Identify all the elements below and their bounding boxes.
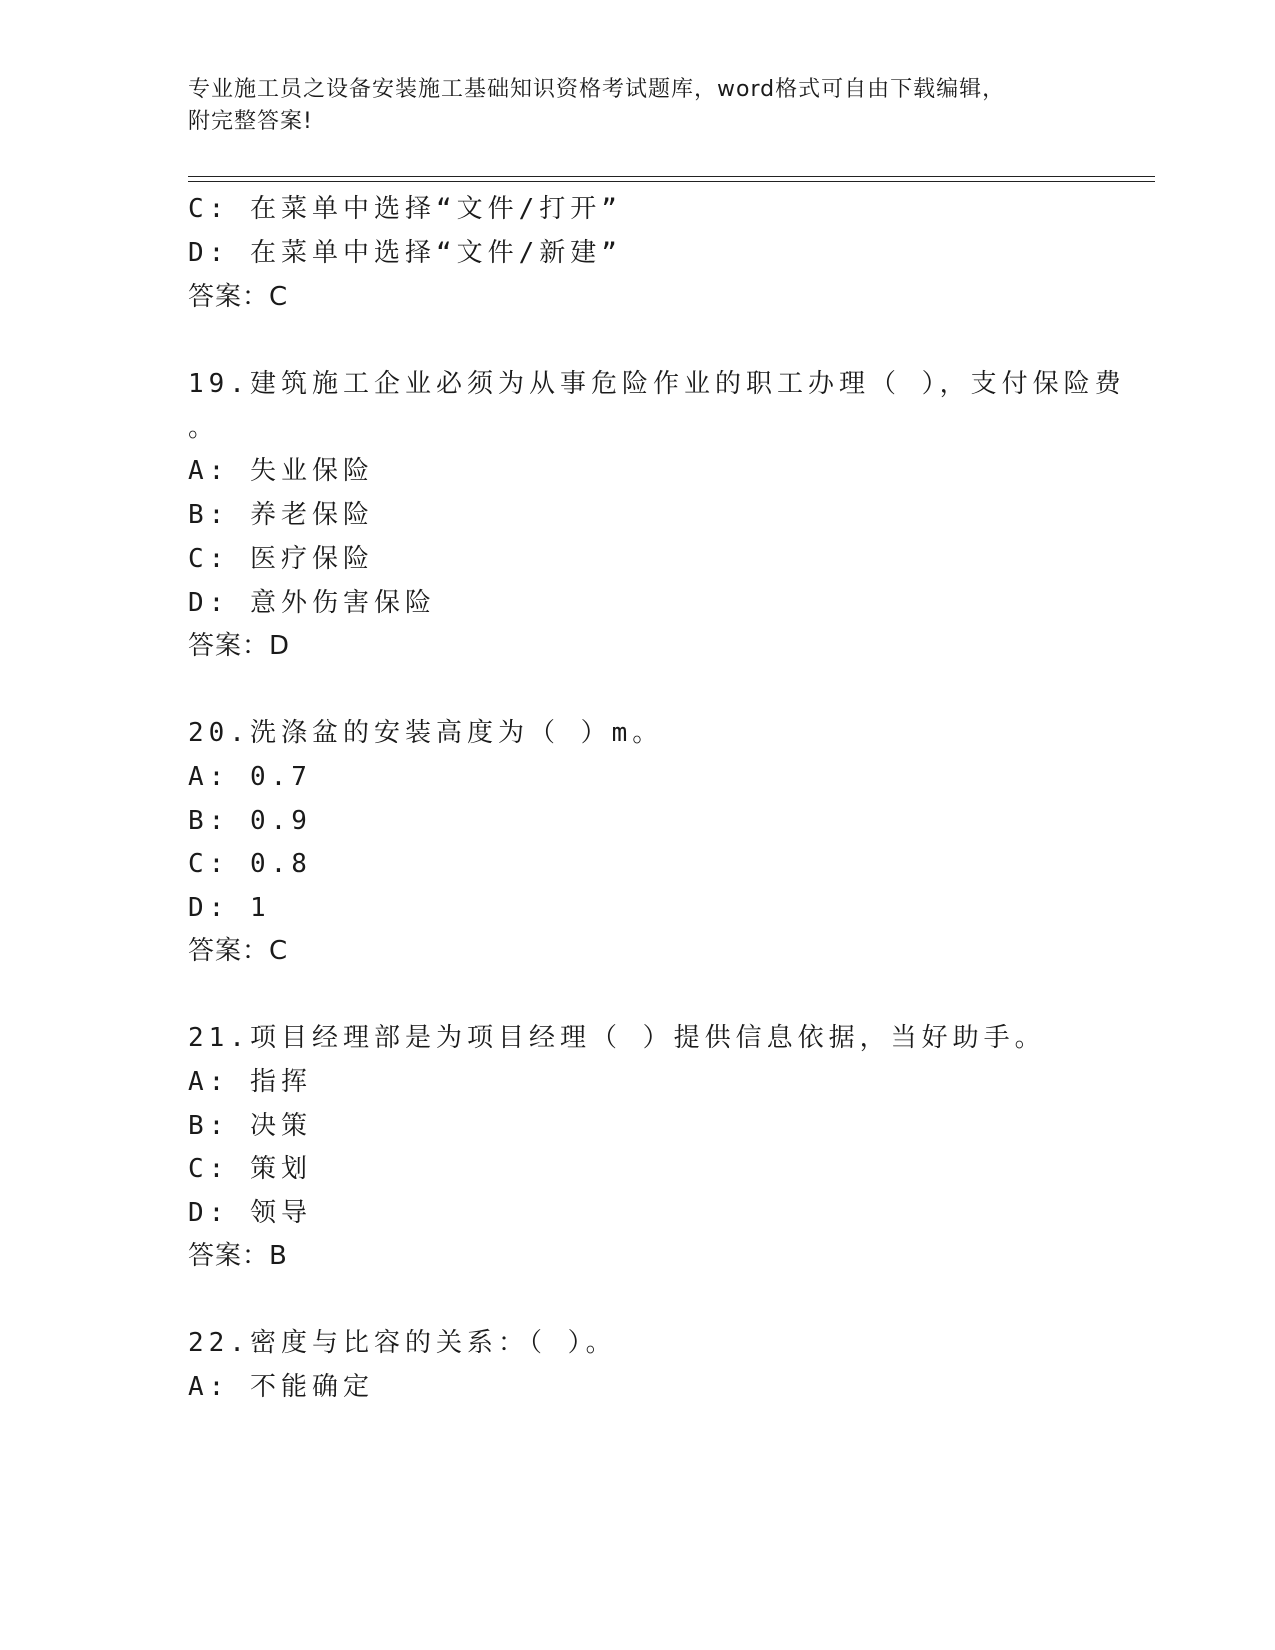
question-20-stem: 20.洗涤盆的安装高度为（ ）m。 xyxy=(188,718,664,748)
header-line-2: 附完整答案! xyxy=(188,109,313,134)
document-header xyxy=(188,74,1088,138)
question-21-option-a: A: 指挥 xyxy=(188,1067,312,1097)
question-19-option-d: D: 意外伤害保险 xyxy=(188,588,436,618)
question-21-option-b: B: 决策 xyxy=(188,1111,312,1141)
question-19-option-a: A: 失业保险 xyxy=(188,456,374,486)
question-21-stem: 21.项目经理部是为项目经理（ ）提供信息依据，当好助手。 xyxy=(188,1023,1046,1053)
header-divider-top xyxy=(188,176,1155,177)
question-21-answer: 答案：B xyxy=(188,1241,288,1271)
question-19-stem-cont: 。 xyxy=(188,413,220,443)
question-19-option-b: B: 养老保险 xyxy=(188,500,374,530)
question-22-stem: 22.密度与比容的关系：（ ）。 xyxy=(188,1328,617,1358)
header-divider-bottom xyxy=(188,181,1155,182)
question-20-answer: 答案：C xyxy=(188,936,289,966)
question-20-option-d: D: 1 xyxy=(188,893,271,923)
question-20-option-a: A: 0.7 xyxy=(188,762,312,792)
question-19-option-c: C: 医疗保险 xyxy=(188,544,374,574)
option-c: C: 在菜单中选择“文件/打开” xyxy=(188,194,622,224)
header-line-1: 专业施工员之设备安装施工基础知识资格考试题库，word格式可自由下载编辑， xyxy=(188,77,1006,102)
answer-line: 答案：C xyxy=(188,282,289,312)
question-20-option-c: C: 0.8 xyxy=(188,849,312,879)
question-19-answer: 答案：D xyxy=(188,631,291,661)
question-20-option-b: B: 0.9 xyxy=(188,806,312,836)
question-19-stem: 19.建筑施工企业必须为从事危险作业的职工办理（ ），支付保险费 xyxy=(188,369,1126,399)
option-d: D: 在菜单中选择“文件/新建” xyxy=(188,238,622,268)
question-21-option-d: D: 领导 xyxy=(188,1198,312,1228)
question-21-option-c: C: 策划 xyxy=(188,1154,312,1184)
question-22-option-a: A: 不能确定 xyxy=(188,1372,374,1402)
